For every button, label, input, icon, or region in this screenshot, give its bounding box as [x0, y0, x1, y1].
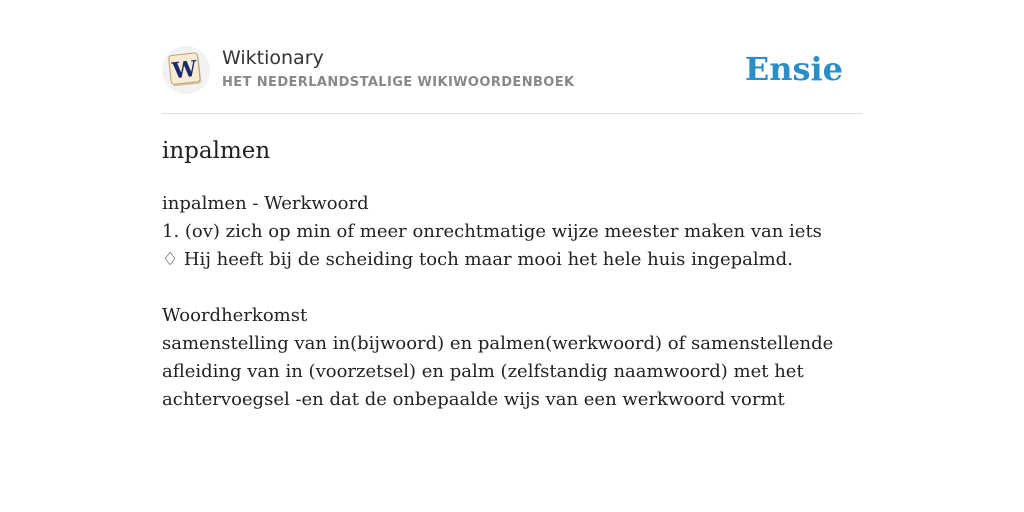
page-title: inpalmen	[162, 138, 271, 164]
site-tagline: HET NEDERLANDSTALIGE WIKIWOORDENBOEK	[222, 75, 575, 90]
etymology-line: afleiding van in (voorzetsel) en palm (zelfstandig naamwoord) met het	[162, 361, 804, 382]
ensie-brand-link[interactable]: Ensie	[744, 50, 843, 88]
wiktionary-logo-icon[interactable]	[162, 46, 210, 94]
entry-example: ♢ Hij heeft bij de scheiding toch maar mooi het hele huis ingepalmd.	[162, 249, 793, 270]
site-header	[162, 40, 862, 114]
page-container	[162, 40, 862, 410]
etymology-line: achtervoegsel -en dat de onbepaalde wijs van een werkwoord vormt	[162, 389, 785, 410]
logo-letter: W	[170, 55, 199, 85]
etymology-heading: Woordherkomst	[162, 305, 308, 326]
entry-content	[162, 190, 862, 414]
site-name[interactable]: Wiktionary	[222, 47, 324, 69]
entry-heading: inpalmen - Werkwoord	[162, 193, 369, 214]
spacer	[162, 274, 862, 302]
etymology-line: samenstelling van in(bijwoord) en palmen(werkwoord) of samenstellende	[162, 333, 834, 354]
entry-definition: 1. (ov) zich op min of meer onrechtmatige wijze meester maken van iets	[162, 221, 822, 242]
